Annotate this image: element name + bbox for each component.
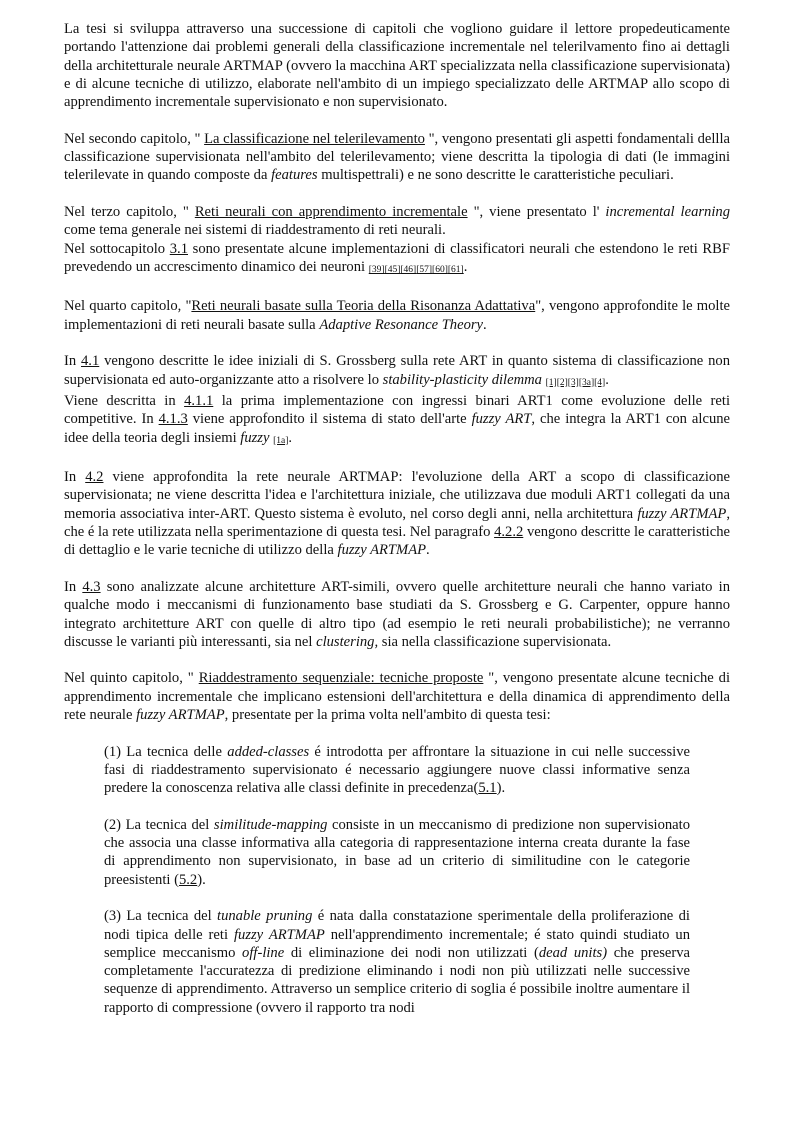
ref-link[interactable]: [57] — [416, 264, 433, 275]
ref-link[interactable]: [39] — [368, 264, 385, 275]
link-section-4-1[interactable]: 4.1 — [81, 353, 100, 370]
paragraph-chapter-2: Nel secondo capitolo, " La classificazione nel telerilevamento ", vengono presentati gli aspetti fondamentali dellla classificazione supervisionata nell'ambito del telerilevamento; viene descritta la tipologia di dati (le immagini telerilevate in quando composte da features multispettrali) e ne sono descritte le caratteristiche peculiari. — [64, 130, 730, 184]
ref-link[interactable]: [4] — [594, 377, 606, 388]
link-section-4-2-2[interactable]: 4.2.2 — [494, 524, 524, 541]
paragraph-section-4-3: In 4.3 sono analizzate alcune architetture ART-simili, ovvero quelle architetture neurali che hanno variato in qualche modo i meccanismi di funzionamento base studiati da S. Grossberg e G. Carpenter, oppure hanno integrato architetture ART con quelle di altro tipo (ad esempio le reti neurali probabilistiche); ne verranno discusse le varianti più interessanti, sia nel clustering, sia nella classificazione supervisionata. — [64, 578, 730, 650]
link-chapter-5[interactable]: Riaddestramento sequenziale: tecniche proposte — [198, 670, 484, 687]
link-section-5-2[interactable]: 5.2 — [178, 871, 198, 888]
link-section-3-1[interactable]: 3.1 — [169, 240, 188, 257]
ref-link[interactable]: [61] — [447, 264, 464, 275]
ref-link[interactable]: [3] — [567, 377, 579, 388]
link-section-5-1[interactable]: 5.1 — [478, 780, 497, 797]
link-chapter-2[interactable]: La classificazione nel telerilevamento — [204, 130, 425, 147]
list-item-tunable-pruning: (3) La tecnica del tunable pruning é nata dalla constatazione sperimentale della proliferazione di nodi tipica delle reti fuzzy ARTMAP nell'apprendimento incrementale; é stato quindi studiato un semplice meccanismo off-line di eliminazione dei nodi non utilizzati (dead units) che preserva completamente l'accuratezza di predizione eliminando i nodi non più utilizzati nelle successive sequenze di apprendimento. Attraverso un semplice criterio di soglia é possibile inoltre aumentare il rapporto di compressione (ovvero il rapporto tra nodi — [104, 908, 691, 1016]
paragraph-section-4-1: In 4.1 vengono descritte le idee iniziali di S. Grossberg sulla rete ART in quanto sistema di classificazione non supervisionata ed auto-organizzante atto a risolvere lo stability-plasticity dilemma [1][2][3][3a][4]. Viene descritta in 4.1.1 la prima implementazione con ingressi binari ART1 come evoluzione delle reti competitive. In 4.1.3 viene approfondito il sistema di stato dell'arte fuzzy ART, che integra la ART1 con alcune idee della teoria degli insiemi fuzzy [1a]. — [64, 353, 731, 446]
link-section-4-3[interactable]: 4.3 — [82, 578, 101, 595]
list-item-added-classes: (1) La tecnica delle added-classes é introdotta per affrontare la situazione in cui nelle successive fasi di riaddestramento supervisionato é necessario aggiungere nuove classi informative senza predere la conoscenza relativa alle classi definite in precedenza(5.1). — [104, 743, 690, 797]
ref-link[interactable]: [46] — [400, 264, 417, 275]
link-section-4-2[interactable]: 4.2 — [85, 469, 104, 486]
list-item-similitude-mapping: (2) La tecnica del similitude-mapping consiste in un meccanismo di predizione non supervisionato che associa una classe informativa alla categoria di rappresentazione interna creata durante la fase di apprendimento non supervisionato, in base ad un criterio di similitudine con le categorie preesistenti (5.2). — [104, 816, 690, 888]
paragraph-intro: La tesi si sviluppa attraverso una successione di capitoli che vogliono guidare il lettore propedeuticamente portando l'attenzione dai problemi generali della classificazione incrementale nel telerilvamento fino ai dettagli della architetturale neurale ARTMAP (ovvero la macchina ART specializzata nella classificazione supervisionata) e di alcune tecniche di utilizzo, elaborate nell'ambito di un impiego specializzato delle ARTMAP allo scopo di apprendimento incrementale supervisionato e non supervisionato. — [64, 21, 730, 111]
ref-link[interactable]: [1a] — [273, 435, 289, 446]
paragraph-chapter-3: Nel terzo capitolo, " Reti neurali con apprendimento incrementale ", viene presentato l' incremental learning come tema generale nei sistemi di riaddestramento di reti neurali. Nel sottocapitolo 3.1 sono presentate alcune implementazioni di classificatori neurali che estendono le reti RBF prevedendo un accrescimento dinamico dei neuroni [39][45][46][57][60][61]. — [64, 203, 730, 275]
link-section-4-1-1[interactable]: 4.1.1 — [184, 392, 214, 409]
link-chapter-4[interactable]: Reti neurali basate sulla Teoria della Risonanza Adattativa — [191, 298, 536, 315]
document-page — [64, 20, 730, 1035]
link-section-4-1-3[interactable]: 4.1.3 — [158, 411, 188, 428]
link-chapter-3[interactable]: Reti neurali con apprendimento incrementale — [194, 203, 468, 220]
paragraph-chapter-5: Nel quinto capitolo, " Riaddestramento sequenziale: tecniche proposte ", vengono presentate alcune tecniche di apprendimento incrementale che implicano estensioni dell'architettura e della dinamica di apprendimento della rete neurale fuzzy ARTMAP, presentate per la prima volta nell'ambito di questa tesi: — [64, 670, 731, 723]
ref-link[interactable]: [1] — [545, 377, 557, 388]
paragraph-section-4-2: In 4.2 viene approfondita la rete neurale ARTMAP: l'evoluzione della ART a scopo di classificazione supervisionata; ne viene descritta l'idea e l'architettura iniziale, che utilizzava due moduli ART1 collegati da una memoria associativa inter-ART. Questo sistema è evoluto, nel corso degli anni, nella architettura fuzzy ARTMAP, che é la rete utilizzata nella sperimentazione di questa tesi. Nel paragrafo 4.2.2 vengono descritte le caratteristiche di dettaglio e le varie tecniche di utilizzo della fuzzy ARTMAP. — [64, 469, 730, 559]
ref-link[interactable]: [3a] — [578, 377, 595, 388]
ref-link[interactable]: [60] — [432, 264, 448, 275]
paragraph-chapter-4: Nel quarto capitolo, "Reti neurali basate sulla Teoria della Risonanza Adattativa", vengono approfondite le molte implementazioni di reti neurali basate sulla Adaptive Resonance Theory. — [64, 298, 730, 333]
ref-link[interactable]: [2] — [556, 377, 568, 388]
ref-link[interactable]: [45] — [384, 264, 401, 275]
techniques-list — [104, 743, 690, 1017]
